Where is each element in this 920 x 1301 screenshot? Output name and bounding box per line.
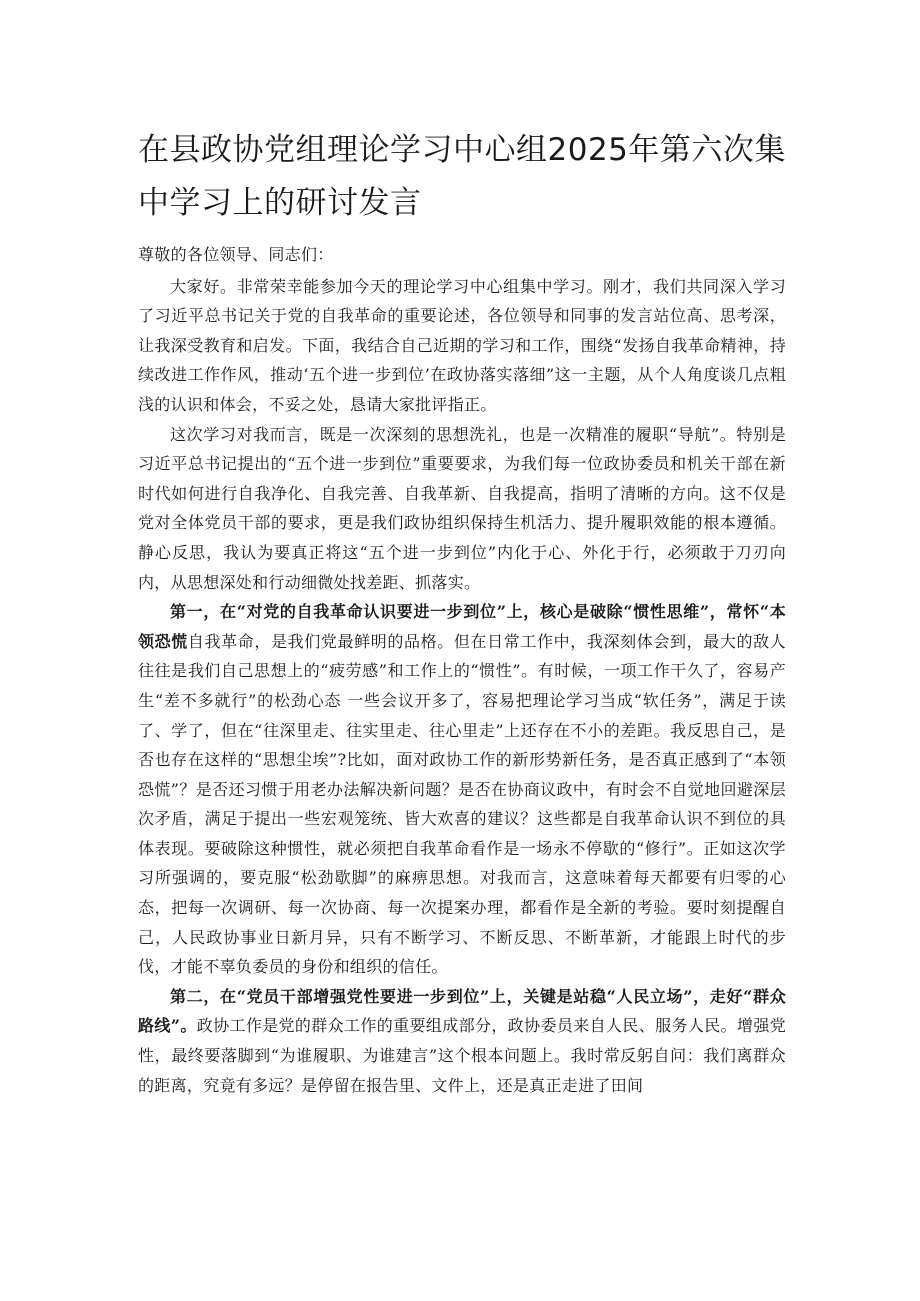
paragraph-point-two: [138, 982, 786, 1100]
paragraph-reflection: [138, 420, 786, 598]
paragraph-text: 大家好。非常荣幸能参加今天的理论学习中心组集中学习。刚才，我们共同深入学习了习近平总书记关于党的自我革命的重要论述，各位领导和同事的发言站位高、思考深，让我深受教育和启发。下面，我结合自己近期的学习和工作，围绕“发扬自我革命精神，持续改进工作作风，推动‘五个进一步到位’在政协落实落细”这一主题，从个人角度谈几点粗浅的认识和体会，不妥之处，恳请大家批评指正。: [138, 276, 786, 414]
document-title: 在县政协党组理论学习中心组2025年第六次集中学习上的研讨发言: [138, 132, 786, 221]
paragraph-lead-heading: 第二，在“党员干部增强党性要进一步到位”上，关键是站稳“人民立场”，走好“群众路线”。: [138, 986, 786, 1036]
paragraph-text: 这次学习对我而言，既是一次深刻的思想洗礼，也是一次精准的履职“导航”。特别是习近平总书记提出的“五个进一步到位”重要要求，为我们每一位政协委员和机关干部在新时代如何进行自我净化、自我完善、自我革新、自我提高，指明了清晰的方向。这不仅是党对全体党员干部的要求，更是我们政协组织保持生机活力、提升履职效能的根本遵循。静心反思，我认为要真正将这“五个进一步到位”内化于心、外化于行，必须敢于刀刃向内，从思想深处和行动细微处找差距、抓落实。: [138, 424, 786, 592]
paragraph-opening: [138, 272, 786, 420]
paragraph-text: 自我革命，是我们党最鲜明的品格。但在日常工作中，我深刻体会到，最大的敌人往往是我们自己思想上的“疲劳感”和工作上的“惯性”。有时候，一项工作干久了，容易产生“差不多就行”的松劲心态 一些会议开多了，容易把理论学习当成“软任务”，满足于读了、学了，但在“往深里走、往实里走、往心里走”上还存在不小的差距。我反思自己，是否也存在这样的“思想尘埃”?比如，面对政协工作的新形势新任务，是否真正感到了“本领恐慌”？是否还习惯于用老办法解决新问题？是否在协商议政中，有时会不自觉地回避深层次矛盾，满足于提出一些宏观笼统、皆大欢喜的建议？这些都是自我革命认识不到位的具体表现。要破除这种惯性，就必须把自我革命看作是一场永不停歇的“修行”。正如这次学习所强调的，要克服“松劲歇脚”的麻痹思想。对我而言，这意味着每天都要有归零的心态，把每一次调研、每一次协商、每一次提案办理，都看作是全新的考验。要时刻提醒自己，人民政协事业日新月异，只有不断学习、不断反思、不断革新，才能跟上时代的步伐，才能不辜负委员的身份和组织的信任。: [138, 631, 786, 977]
salutation: 尊敬的各位领导、同志们：: [138, 245, 334, 264]
paragraph-text: 政协工作是党的群众工作的重要组成部分，政协委员来自人民、服务人民。增强党性，最终要落脚到“为谁履职、为谁建言”这个根本问题上。我时常反躬自问：我们离群众的距离，究竟有多远？是停留在报告里、文件上，还是真正走进了田间: [138, 1016, 786, 1095]
paragraph-point-one: [138, 597, 786, 982]
document-body: [138, 240, 786, 1100]
paragraph-lead-heading: 第一，在“对党的自我革命认识要进一步到位”上，核心是破除“惯性思维”，常怀“本领恐慌: [138, 602, 786, 651]
